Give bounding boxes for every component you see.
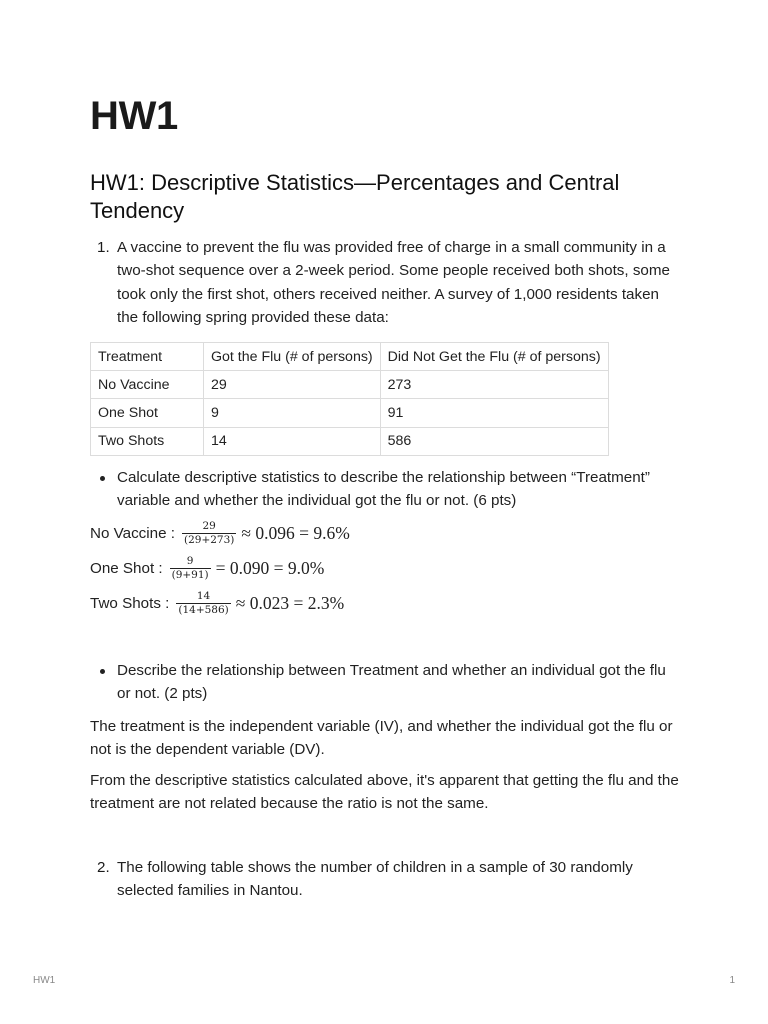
fraction-denominator: (9+91)	[171, 568, 209, 581]
fraction	[170, 556, 211, 581]
table-header-cell: Treatment	[91, 343, 204, 371]
flu-data-table	[90, 342, 609, 456]
question-1-text: A vaccine to prevent the flu was provided free of charge in a small community in a two-shot sequence over a 2-week period. Some people received both shots, some took only the first shot, others received neither. A survey of 1,000 residents taken the following spring provided these data:	[117, 239, 670, 326]
question-2	[90, 856, 680, 903]
table-cell: 9	[204, 399, 381, 427]
footer-page-number: 1	[729, 975, 735, 986]
footer-doc-name: HW1	[33, 975, 56, 986]
table-cell: Two Shots	[91, 427, 204, 455]
fraction	[176, 591, 230, 616]
fraction-denominator: (29+273)	[183, 533, 235, 546]
section-heading: HW1: Descriptive Statistics—Percentages and Central Tendency	[90, 170, 620, 223]
calc-label: One Shot :	[90, 559, 163, 577]
calc-result: ≈ 0.096 = 9.6%	[241, 522, 350, 543]
fraction	[182, 521, 236, 546]
table-cell: 29	[204, 371, 381, 399]
fraction-numerator: 14	[196, 589, 211, 602]
calc-two-shots	[90, 588, 344, 618]
table-header-row	[91, 343, 609, 371]
page-title: HW1	[90, 94, 178, 138]
table-header-cell: Did Not Get the Flu (# of persons)	[380, 343, 608, 371]
bullet-item-calculate	[90, 466, 680, 513]
table-cell: No Vaccine	[91, 371, 204, 399]
bullet-dot-icon	[100, 476, 105, 481]
calc-result: = 0.090 = 9.0%	[215, 557, 325, 578]
bullet-text: Calculate descriptive statistics to describe the relationship between “Treatment” variable and whether the individual got the flu or not. (6 pts)	[117, 469, 650, 510]
answer-paragraph-1: The treatment is the independent variable (IV), and whether the individual got the flu or not is the dependent variable (DV).	[90, 718, 673, 759]
bullet-dot-icon	[100, 669, 105, 674]
calc-one-shot	[90, 553, 324, 583]
question-1	[90, 236, 680, 329]
answer-paragraph-2: From the descriptive statistics calculated above, it's apparent that getting the flu and the treatment are not related because the ratio is not the same.	[90, 772, 679, 813]
calc-result: ≈ 0.023 = 2.3%	[235, 592, 345, 613]
table-cell: 586	[380, 427, 608, 455]
table-row	[91, 427, 609, 455]
calc-label: Two Shots :	[90, 594, 170, 612]
question-2-text: The following table shows the number of children in a sample of 30 randomly selected families in Nantou.	[117, 859, 633, 900]
calc-no-vaccine	[90, 518, 350, 548]
bullet-item-describe	[90, 659, 680, 706]
table-cell: 91	[380, 399, 608, 427]
calc-label: No Vaccine :	[90, 524, 175, 542]
table-cell: One Shot	[91, 399, 204, 427]
table-row	[91, 399, 609, 427]
fraction-denominator: (14+586)	[178, 603, 229, 616]
table-row	[91, 371, 609, 399]
table-cell: 14	[204, 427, 381, 455]
table-header-cell: Got the Flu (# of persons)	[204, 343, 381, 371]
fraction-numerator: 9	[186, 554, 194, 567]
fraction-numerator: 29	[202, 519, 216, 532]
table-cell: 273	[380, 371, 608, 399]
question-2-number: 2.	[97, 859, 110, 876]
question-1-number: 1.	[97, 239, 110, 256]
bullet-text: Describe the relationship between Treatment and whether an individual got the flu or not. (2 pts)	[117, 662, 666, 703]
